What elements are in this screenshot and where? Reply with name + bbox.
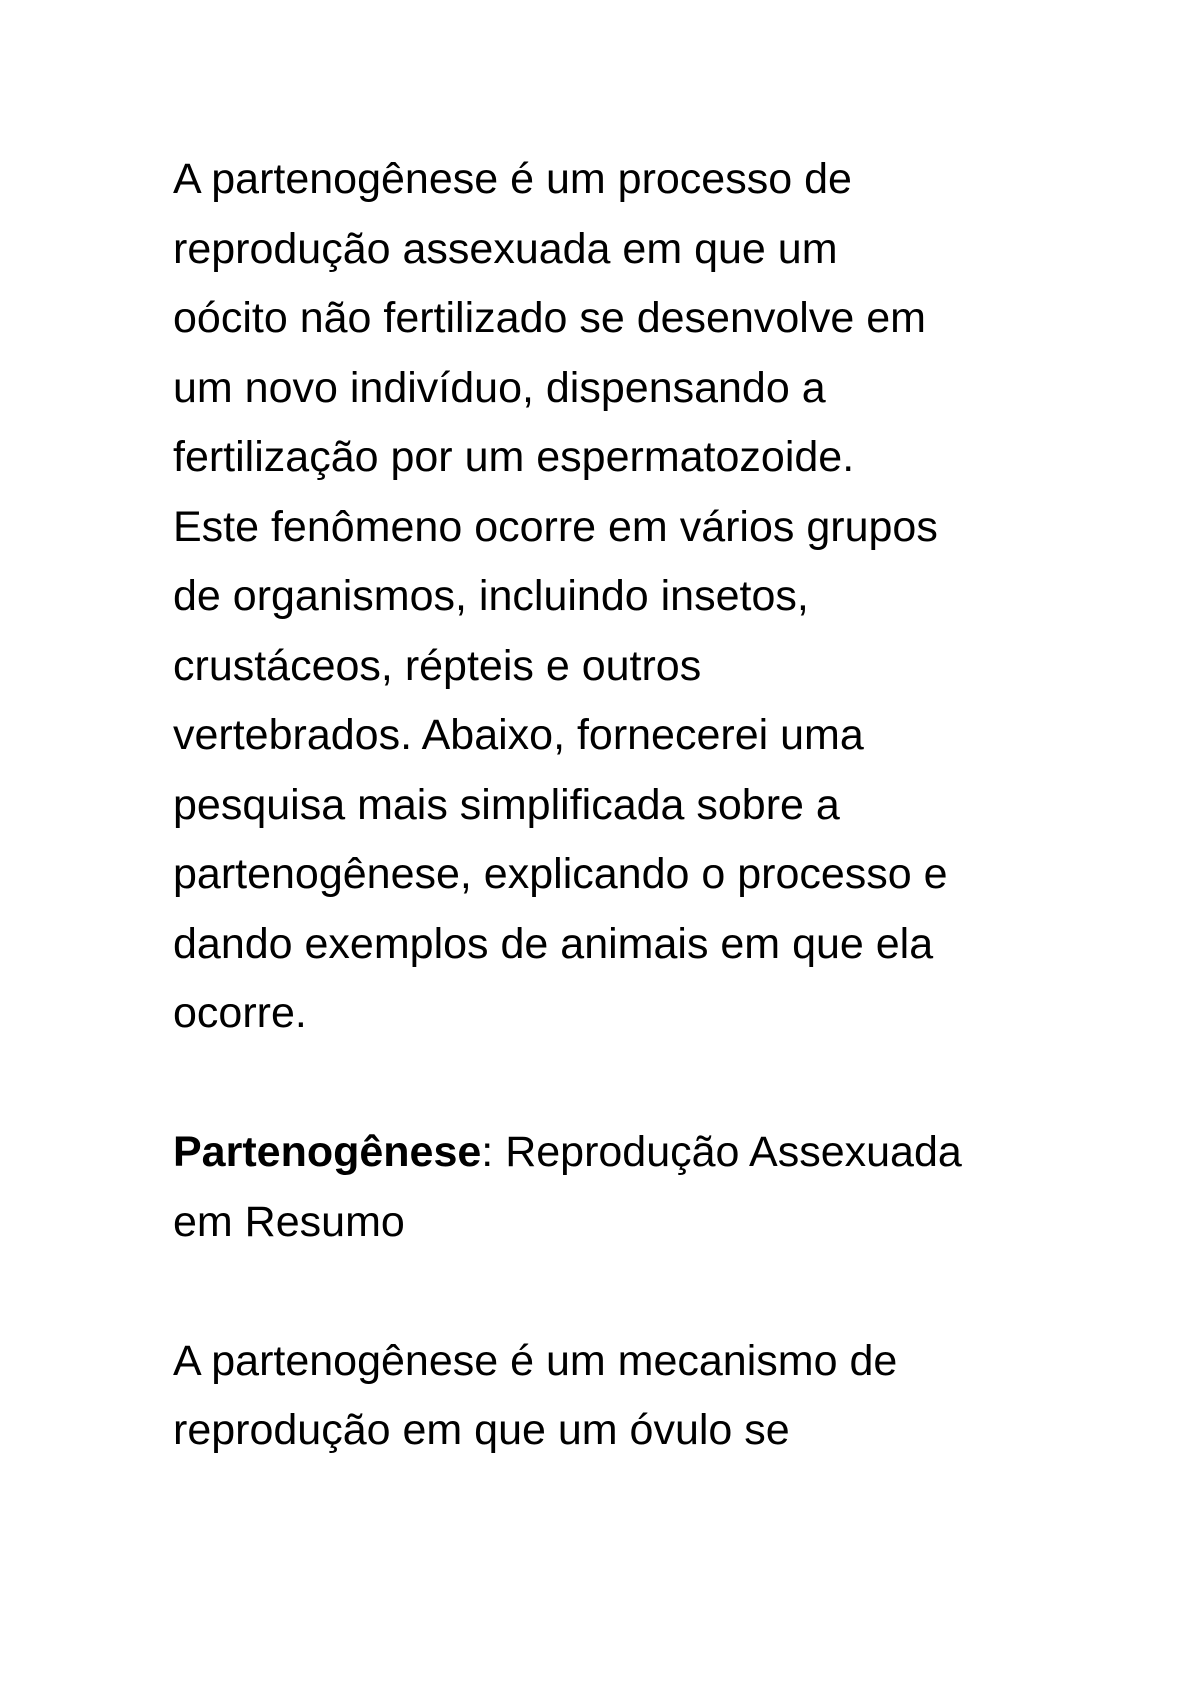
text-line: vertebrados. Abaixo, fornecerei uma bbox=[173, 711, 864, 759]
text-line: de organismos, incluindo insetos, bbox=[173, 572, 809, 620]
text-line: A partenogênese é um mecanismo de bbox=[173, 1336, 898, 1385]
text-line: reprodução em que um óvulo se bbox=[173, 1406, 790, 1454]
text-line: A partenogênese é um processo de bbox=[173, 155, 852, 203]
text-line: pesquisa mais simplificada sobre a bbox=[173, 780, 840, 829]
heading-bold-term: Partenogênese bbox=[173, 1128, 482, 1176]
text-line: reprodução assexuada em que um bbox=[173, 224, 838, 273]
text-line: fertilização por um espermatozoide. bbox=[173, 433, 855, 481]
intro-paragraph bbox=[173, 145, 1043, 1049]
summary-paragraph bbox=[173, 1327, 1043, 1466]
text-line: dando exemplos de animais em que ela bbox=[173, 919, 934, 968]
text-line: um novo indivíduo, dispensando a bbox=[173, 363, 826, 412]
text-line: oócito não fertilizado se desenvolve em bbox=[173, 294, 926, 342]
text-line: crustáceos, répteis e outros bbox=[173, 641, 702, 690]
heading-line: em Resumo bbox=[173, 1197, 405, 1246]
section-heading bbox=[173, 1118, 1043, 1257]
heading-line bbox=[173, 1118, 1043, 1188]
heading-subtitle: : Reprodução Assexuada bbox=[481, 1128, 962, 1176]
text-line: Este fenômeno ocorre em vários grupos bbox=[173, 502, 938, 551]
text-line: partenogênese, explicando o processo e bbox=[173, 850, 948, 898]
document-body bbox=[173, 145, 1043, 1466]
text-line: ocorre. bbox=[173, 989, 307, 1037]
